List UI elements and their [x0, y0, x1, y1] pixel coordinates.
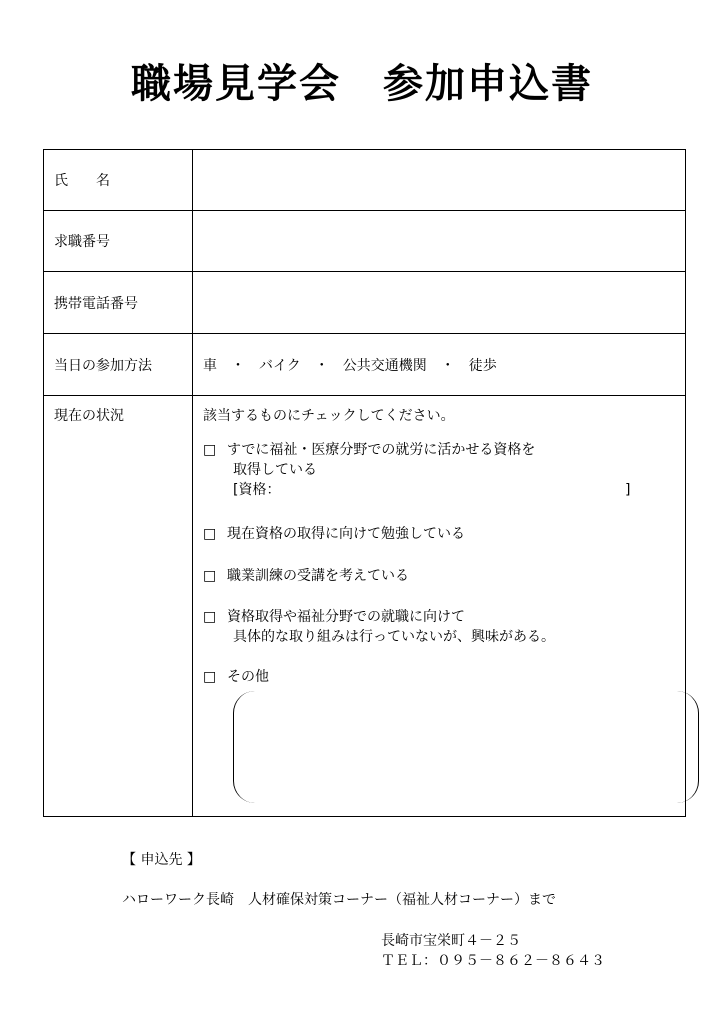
option-qualified: [203, 440, 631, 500]
form-row-method: [44, 334, 686, 396]
form-row-status: [44, 396, 686, 817]
option-other-text: その他: [227, 669, 269, 685]
application-form-table: [43, 149, 686, 817]
other-details-box[interactable]: [233, 691, 699, 803]
form-row-job-number: [44, 211, 686, 272]
name-field[interactable]: [193, 150, 686, 211]
status-instruction: 該当するものにチェックしてください。: [203, 408, 455, 424]
option-training-text: 職業訓練の受講を考えている: [227, 568, 409, 584]
option-other: [203, 667, 269, 687]
contact-heading: 【 申込先 】: [122, 852, 201, 868]
status-label: 現在の状況: [44, 396, 193, 817]
mobile-label: 携帯電話番号: [44, 272, 193, 334]
job-number-label: 求職番号: [44, 211, 193, 272]
checkbox-other[interactable]: □: [203, 669, 217, 685]
form-row-name: [44, 150, 686, 211]
contact-office: ハローワーク長崎 人材確保対策コーナー（福祉人材コーナー）まで: [122, 892, 556, 908]
option-interested: [203, 607, 555, 647]
contact-address: 長崎市宝栄町４－２５: [381, 933, 521, 949]
option-training: [203, 566, 409, 586]
checkbox-studying[interactable]: □: [203, 526, 217, 542]
option-studying: [203, 524, 465, 544]
option-studying-text: 現在資格の取得に向けて勉強している: [227, 526, 465, 542]
job-number-field[interactable]: [193, 211, 686, 272]
status-cell: [193, 396, 686, 817]
page-title: 職場見学会 参加申込書: [131, 61, 593, 107]
qualification-close-bracket: ]: [625, 482, 631, 498]
qualification-label: [資格：: [233, 482, 281, 498]
checkbox-qualified[interactable]: □: [203, 442, 217, 458]
method-options[interactable]: 車 ・ バイク ・ 公共交通機関 ・ 徒歩: [193, 334, 686, 396]
option-interested-text-2: 具体的な取り組みは行っていないが、興味がある。: [233, 629, 555, 645]
mobile-field[interactable]: [193, 272, 686, 334]
option-interested-text-1: 資格取得や福祉分野での就職に向けて: [227, 609, 465, 625]
method-label: 当日の参加方法: [44, 334, 193, 396]
checkbox-training[interactable]: □: [203, 568, 217, 584]
option-qualified-text-2: 取得している: [233, 462, 317, 478]
form-row-mobile: [44, 272, 686, 334]
name-label: 氏 名: [44, 150, 193, 211]
qualification-field[interactable]: [227, 480, 631, 500]
option-qualified-text-1: すでに福祉・医療分野での就労に活かせる資格を: [227, 442, 536, 458]
checkbox-interested[interactable]: □: [203, 609, 217, 625]
contact-tel: ＴＥＬ：０９５－８６２－８６４３: [381, 953, 605, 969]
